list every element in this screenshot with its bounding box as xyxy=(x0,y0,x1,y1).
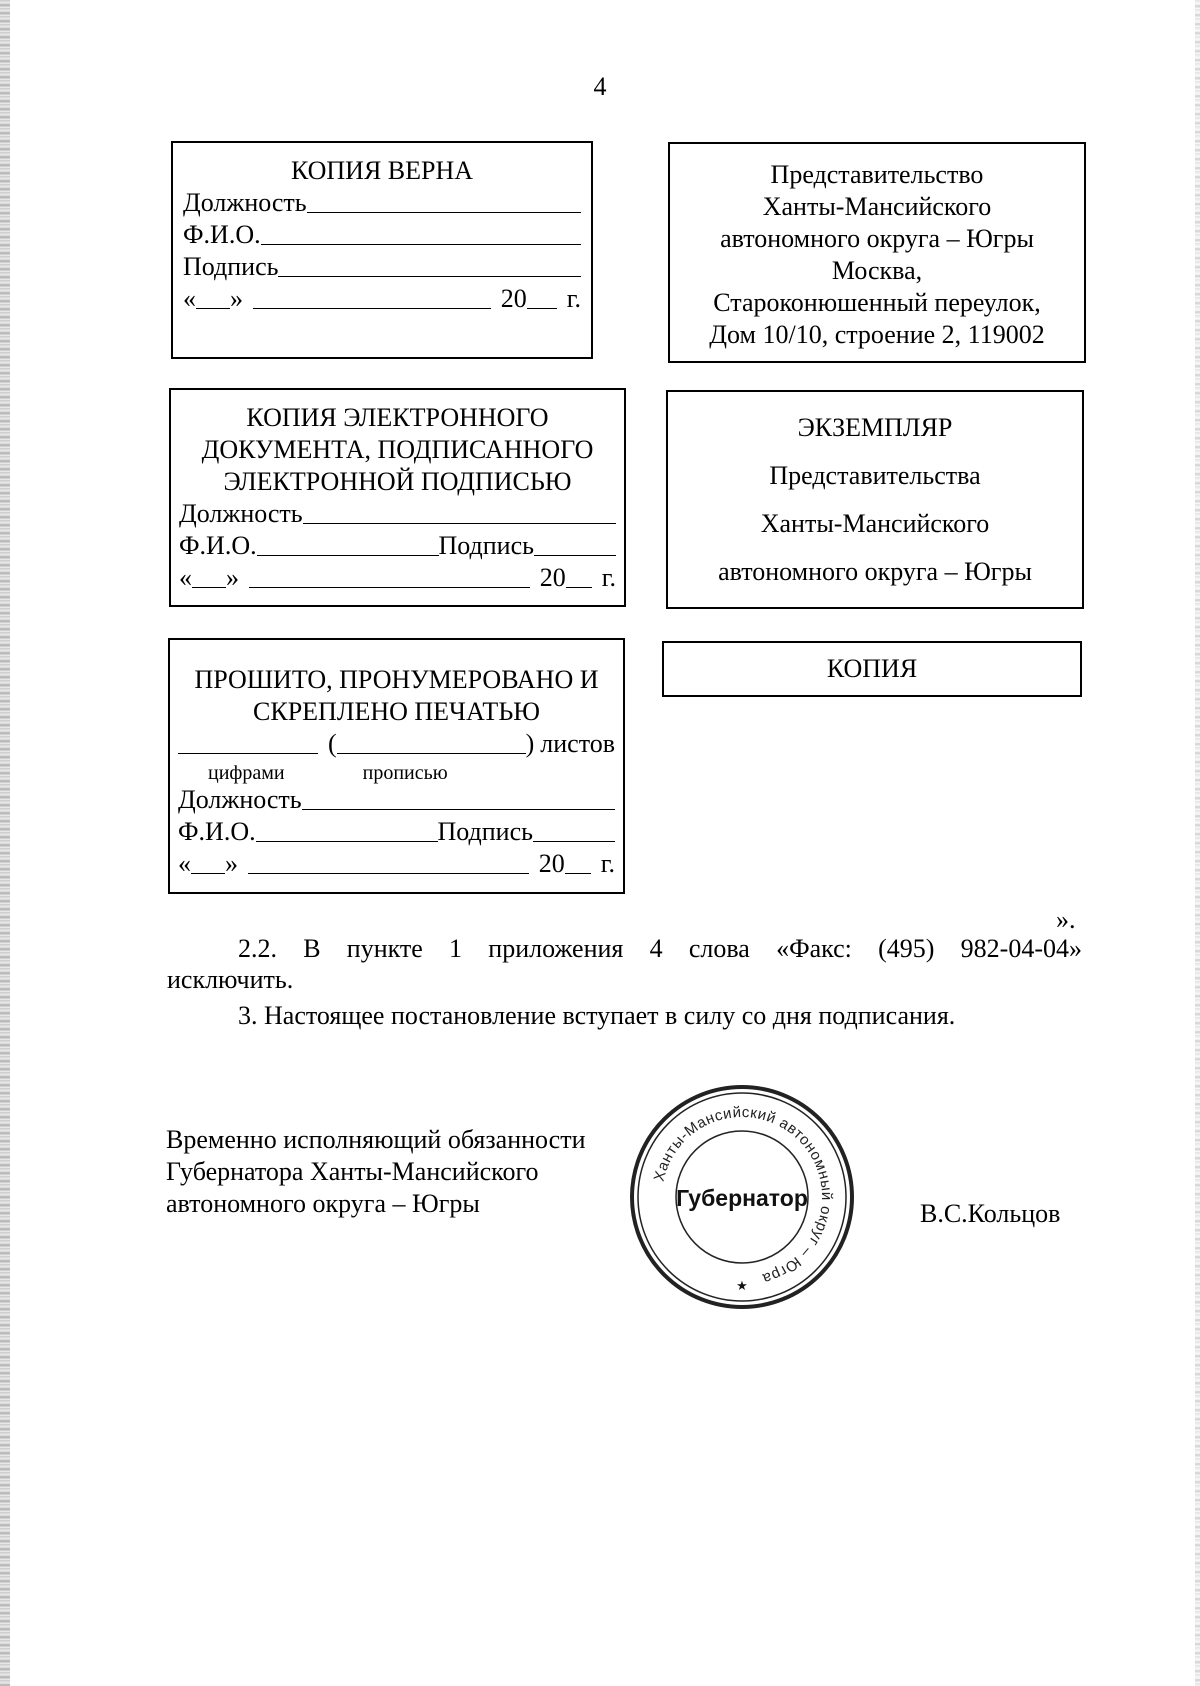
name-line xyxy=(257,555,439,556)
name-line xyxy=(256,841,438,842)
month-line xyxy=(249,587,530,588)
paren-open: ( xyxy=(328,729,337,758)
year-line xyxy=(527,308,557,309)
representation-line: Староконюшенный переулок, xyxy=(713,288,1041,317)
stamp-title-line: ДОКУМЕНТА, ПОДПИСАННОГО xyxy=(201,435,594,464)
day-line xyxy=(192,587,226,588)
representation-line: автономного округа – Югры xyxy=(720,224,1034,253)
seal-ring-text-path: Ханты-Мансийский автономный округ – Югра xyxy=(650,1103,836,1288)
signatory-title xyxy=(166,1124,586,1220)
stamp-electronic-copy xyxy=(169,388,626,607)
stamp-title-line: ЭЛЕКТРОННОЙ ПОДПИСЬЮ xyxy=(223,467,572,496)
position-label: Должность xyxy=(183,188,307,217)
paragraph-3: 3. Настоящее постановление вступает в силу со дня подписания. xyxy=(238,1001,956,1030)
signatory-title-line: Временно исполняющий обязанности xyxy=(166,1125,586,1154)
signatory-name: В.С.Кольцов xyxy=(920,1199,1061,1228)
stamp-copy xyxy=(662,641,1082,697)
sheets-label: листов xyxy=(540,729,615,758)
stamp-sewn-numbered xyxy=(168,638,625,894)
stamp-title: ЭКЗЕМПЛЯР xyxy=(797,413,953,442)
signature-line xyxy=(534,555,616,556)
representation-line: Ханты-Мансийского xyxy=(762,192,992,221)
signatory-title-line: Губернатора Ханты-Мансийского xyxy=(166,1157,539,1186)
position-line xyxy=(302,809,615,810)
stamp-exemplar xyxy=(666,390,1084,609)
page-number: 4 xyxy=(593,72,607,101)
month-line xyxy=(253,308,491,309)
date-open-quote: « xyxy=(178,849,191,878)
seal-center-text: Губернатор xyxy=(676,1185,808,1211)
sheets-words-line xyxy=(337,753,526,754)
paragraph-2-2-line: 2.2. В пункте 1 приложения 4 слова «Факс: (495) 982-04-04» xyxy=(238,934,1082,963)
exemplar-line: автономного округа – Югры xyxy=(718,557,1032,586)
name-line xyxy=(261,244,581,245)
year-suffix: г. xyxy=(566,284,581,313)
stamp-title-line: КОПИЯ ЭЛЕКТРОННОГО xyxy=(246,403,549,432)
signatory-title-line: автономного округа – Югры xyxy=(166,1189,480,1218)
stamp-title-line: СКРЕПЛЕНО ПЕЧАТЬЮ xyxy=(253,697,540,726)
position-label: Должность xyxy=(179,499,303,528)
official-seal xyxy=(627,1082,857,1312)
paragraph-2-2-line: исключить. xyxy=(167,965,294,994)
year-suffix: г. xyxy=(601,563,616,592)
date-close-quote: » xyxy=(226,563,239,592)
digits-caption: цифрами xyxy=(208,762,285,784)
year-line xyxy=(565,873,591,874)
day-line xyxy=(191,873,225,874)
paren-close: ) xyxy=(525,729,535,758)
exemplar-line: Представительства xyxy=(769,461,981,490)
year-prefix: 20 xyxy=(500,284,527,313)
signature-line xyxy=(533,841,615,842)
date-close-quote: » xyxy=(230,284,243,313)
signature-label: Подпись xyxy=(183,252,279,281)
closing-quote: ». xyxy=(1056,905,1076,934)
name-label: Ф.И.О. xyxy=(183,220,261,249)
date-open-quote: « xyxy=(183,284,196,313)
day-line xyxy=(196,308,230,309)
seal-star-icon: ★ xyxy=(736,1279,748,1294)
year-line xyxy=(566,587,592,588)
sheets-digits-line xyxy=(178,753,318,754)
year-suffix: г. xyxy=(600,849,615,878)
stamp-copy-correct xyxy=(171,141,593,359)
signature-line xyxy=(278,276,581,277)
stamp-representation xyxy=(668,142,1086,363)
date-open-quote: « xyxy=(179,563,192,592)
position-label: Должность xyxy=(178,785,302,814)
scan-edge-left xyxy=(0,0,10,1686)
scan-edge-right xyxy=(1195,0,1200,1686)
year-prefix: 20 xyxy=(539,563,566,592)
position-line xyxy=(307,212,581,213)
signature-label: Подпись xyxy=(437,817,533,846)
name-label: Ф.И.О. xyxy=(178,817,256,846)
month-line xyxy=(248,873,529,874)
signature-label: Подпись xyxy=(438,531,534,560)
representation-line: Москва, xyxy=(831,256,923,285)
representation-line: Дом 10/10, строение 2, 119002 xyxy=(709,320,1045,349)
words-caption: прописью xyxy=(362,762,448,784)
name-label: Ф.И.О. xyxy=(179,531,257,560)
date-close-quote: » xyxy=(225,849,238,878)
stamp-title: КОПИЯ ВЕРНА xyxy=(290,156,474,185)
representation-line: Представительство xyxy=(770,160,984,189)
stamp-title: КОПИЯ xyxy=(826,654,918,683)
exemplar-line: Ханты-Мансийского xyxy=(760,509,990,538)
position-line xyxy=(303,523,616,524)
year-prefix: 20 xyxy=(538,849,565,878)
stamp-title-line: ПРОШИТО, ПРОНУМЕРОВАНО И xyxy=(194,665,599,694)
paragraph-2-2 xyxy=(167,933,1082,995)
